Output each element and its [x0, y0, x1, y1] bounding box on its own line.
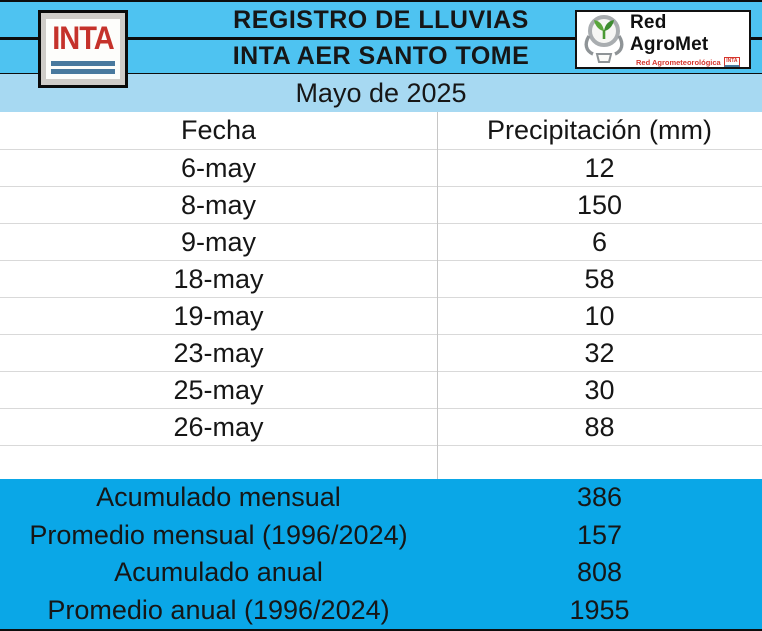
- table-row-empty: [0, 446, 762, 479]
- agromet-inta-mini-logo: INTA: [724, 57, 740, 67]
- top-border: [0, 0, 762, 2]
- summary-label: Promedio mensual (1996/2024): [29, 519, 408, 550]
- summary-label: Promedio anual (1996/2024): [47, 594, 390, 625]
- precipitacion-cell: 10: [584, 300, 615, 331]
- summary-row: [0, 479, 762, 517]
- summary-row: [0, 554, 762, 592]
- month-label: Mayo de 2025: [295, 77, 467, 108]
- table-row: [0, 298, 762, 335]
- agromet-logo: [575, 10, 751, 69]
- precipitacion-cell: 32: [584, 337, 615, 368]
- summary-label: Acumulado mensual: [96, 482, 341, 513]
- precipitacion-cell: 88: [584, 411, 615, 442]
- fecha-cell: 19-may: [173, 300, 264, 331]
- inta-logo-panel: [46, 19, 120, 79]
- column-header-fecha: Fecha: [180, 115, 257, 145]
- summary-row: [0, 592, 762, 630]
- precipitacion-cell: 150: [576, 189, 623, 220]
- summary-value: 157: [576, 519, 623, 550]
- summary-label: Acumulado anual: [114, 557, 323, 588]
- table-row: [0, 409, 762, 446]
- fecha-cell: 9-may: [180, 226, 256, 257]
- table-header-row: [0, 112, 762, 150]
- report-title: REGISTRO DE LLUVIAS: [233, 6, 529, 34]
- column-header-precipitacion: Precipitación (mm): [486, 115, 713, 145]
- agromet-subtitle-row: [636, 57, 740, 67]
- table-row: [0, 187, 762, 224]
- column-divider: [437, 112, 438, 479]
- inta-logo-text: INTA: [52, 20, 114, 57]
- summary-value: 808: [576, 557, 623, 588]
- precipitacion-cell: 30: [584, 374, 615, 405]
- fecha-cell: 23-may: [173, 337, 264, 368]
- precipitacion-cell: 58: [584, 263, 615, 294]
- fecha-cell: 18-may: [173, 263, 264, 294]
- table-row: [0, 224, 762, 261]
- fecha-cell: 6-may: [180, 152, 256, 183]
- table-row: [0, 150, 762, 187]
- precipitacion-cell-empty: [437, 446, 762, 479]
- fecha-cell: 25-may: [173, 374, 264, 405]
- rain-table: [0, 112, 762, 479]
- precipitacion-cell: 12: [584, 152, 615, 183]
- inta-logo-stripe-top: [51, 61, 115, 66]
- table-row: [0, 372, 762, 409]
- table-row: [0, 335, 762, 372]
- inta-logo: [38, 10, 128, 88]
- precipitacion-cell: 6: [591, 226, 608, 257]
- summary-row: [0, 517, 762, 555]
- inta-logo-stripe-bottom: [51, 69, 115, 74]
- fecha-cell: 26-may: [173, 411, 264, 442]
- agromet-subtitle: Red Agrometeorológica: [635, 57, 721, 67]
- fecha-cell: 8-may: [180, 189, 256, 220]
- fecha-cell-empty: [0, 446, 437, 479]
- summary-section: [0, 479, 762, 629]
- station-title: INTA AER SANTO TOME: [232, 42, 530, 70]
- agromet-title: Red AgroMet: [630, 12, 709, 55]
- agromet-text-block: [630, 12, 746, 67]
- summary-value: 386: [576, 482, 623, 513]
- summary-value: 1955: [569, 594, 630, 625]
- table-row: [0, 261, 762, 298]
- plant-magnifier-icon: [580, 11, 628, 69]
